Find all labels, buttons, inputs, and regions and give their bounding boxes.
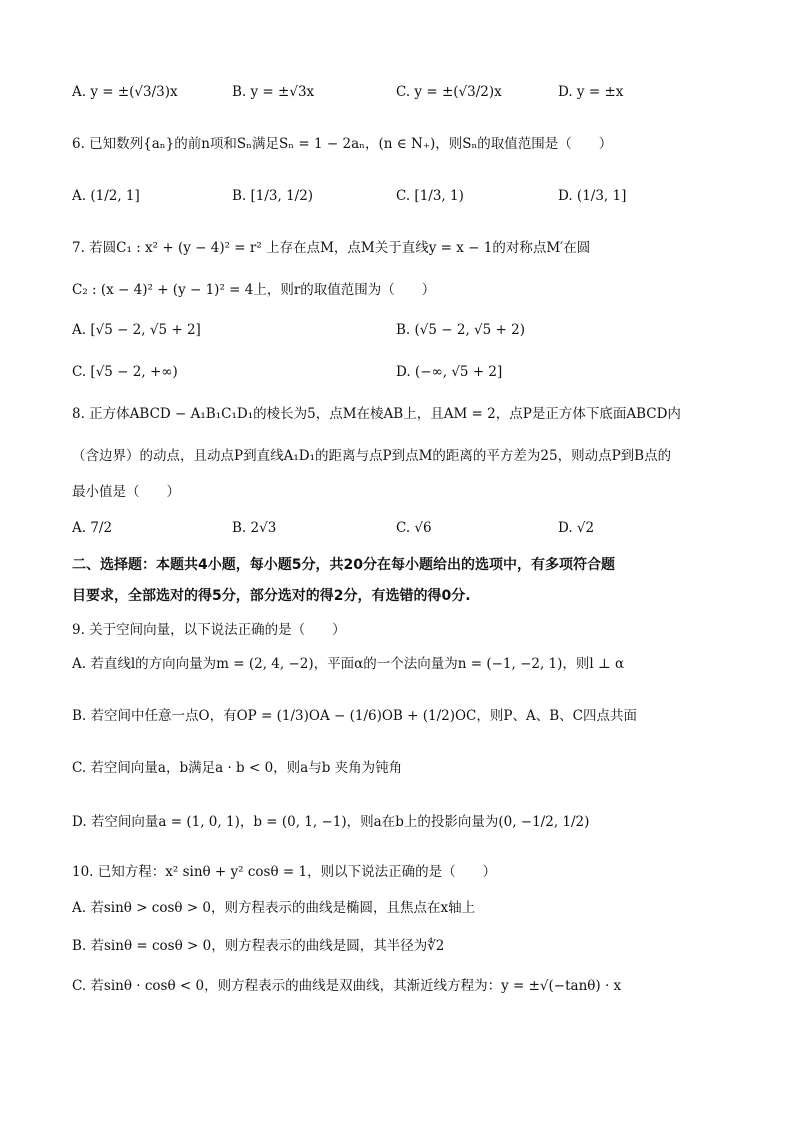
q5-option-a: A. y = ±(√3/3)x (72, 84, 178, 100)
q10-option-b: B. 若sinθ = cosθ > 0，则方程表示的曲线是圆，其半径为∜2 (72, 938, 445, 954)
q8-option-a: A. 7/2 (72, 520, 113, 536)
q7-stem-line2: C₂ : (x − 4)² + (y − 1)² = 4上，则r的取值范围为（ ） (72, 282, 436, 298)
q9-option-a: A. 若直线l的方向向量为m = (2, 4, −2)，平面α的一个法向量为n = (−1, −2, 1)，则l ⊥ α (72, 656, 625, 672)
q8-stem-line3: 最小值是（ ） (72, 484, 180, 500)
q9-option-c: C. 若空间向量a，b满足a · b < 0，则a与b 夹角为钝角 (72, 760, 403, 776)
q9-stem: 9. 关于空间向量，以下说法正确的是（ ） (72, 622, 346, 638)
q9-option-b: B. 若空间中任意一点O，有OP = (1/3)OA − (1/6)OB + (1/2)OC，则P、A、B、C四点共面 (72, 708, 637, 724)
q5-option-d: D. y = ±x (558, 84, 624, 100)
q6-option-c: C. [1/3, 1) (396, 188, 464, 204)
q6-stem: 6. 已知数列{aₙ}的前n项和Sₙ满足Sₙ = 1 − 2aₙ，(n ∈ N₊)，则Sₙ的取值范围是（ ） (72, 136, 613, 152)
q10-option-a: A. 若sinθ > cosθ > 0，则方程表示的曲线是椭圆，且焦点在x轴上 (72, 900, 476, 916)
q10-stem: 10. 已知方程：x² sinθ + y² cosθ = 1，则以下说法正确的是（ ） (72, 864, 497, 880)
q7-option-b: B. (√5 − 2, √5 + 2) (396, 322, 525, 338)
q8-stem-line2: （含边界）的动点，且动点P到直线A₁D₁的距离与点P到点M的距离的平方差为25，则动点P到B点的 (72, 448, 672, 464)
q8-stem-line1: 8. 正方体ABCD − A₁B₁C₁D₁的棱长为5，点M在棱AB上，且AM = 2，点P是正方体下底面ABCD内 (72, 406, 681, 422)
q10-option-c: C. 若sinθ · cosθ < 0，则方程表示的曲线是双曲线，其渐近线方程为：y = ±√(−tanθ) · x (72, 978, 622, 994)
section2-heading-line2: 目要求，全部选对的得5分，部分选对的得2分，有选错的得0分. (72, 588, 471, 604)
q5-option-c: C. y = ±(√3/2)x (396, 84, 502, 100)
section2-heading-line1: 二、选择题：本题共4小题，每小题5分，共20分在每小题给出的选项中，有多项符合题 (72, 557, 615, 573)
q7-option-c: C. [√5 − 2, +∞) (72, 364, 178, 380)
q7-stem-line1: 7. 若圆C₁ : x² + (y − 4)² = r² 上存在点M，点M关于直线y = x − 1的对称点M′在圆 (72, 240, 591, 256)
q6-option-b: B. [1/3, 1/2) (232, 188, 314, 204)
q6-option-a: A. (1/2, 1] (72, 188, 140, 204)
q8-option-d: D. √2 (558, 520, 595, 536)
q6-option-d: D. (1/3, 1] (558, 188, 627, 204)
q7-option-d: D. (−∞, √5 + 2] (396, 364, 503, 380)
q7-option-a: A. [√5 − 2, √5 + 2] (72, 322, 201, 338)
q8-option-c: C. √6 (396, 520, 432, 536)
q9-option-d: D. 若空间向量a = (1, 0, 1)，b = (0, 1, −1)，则a在b上的投影向量为(0, −1/2, 1/2) (72, 814, 590, 830)
q5-option-b: B. y = ±√3x (232, 84, 315, 100)
q8-option-b: B. 2√3 (232, 520, 277, 536)
